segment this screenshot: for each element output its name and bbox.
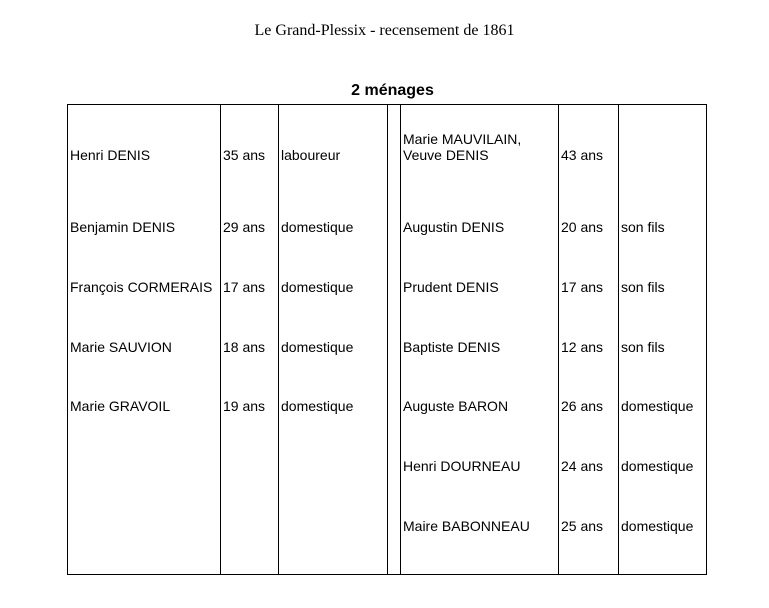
- household-1-age: 17 ans: [223, 279, 266, 295]
- household-1-age: 35 ans: [223, 147, 266, 163]
- household-2-role: son fils: [621, 279, 665, 295]
- household-2-age: 12 ans: [561, 339, 604, 355]
- household-1-age-column: [221, 105, 279, 574]
- household-2-name: Baptiste DENIS: [403, 339, 501, 355]
- household-1-role-column: [279, 105, 387, 574]
- household-2-role-column: [619, 105, 707, 574]
- household-1-age: 29 ans: [223, 219, 266, 235]
- household-1-name: François CORMERAIS: [70, 279, 213, 295]
- household-2-age: 26 ans: [561, 398, 604, 414]
- household-1-name: Benjamin DENIS: [70, 219, 176, 235]
- household-2-role: son fils: [621, 219, 665, 235]
- household-1-role: domestique: [281, 339, 354, 355]
- household-2-age: 20 ans: [561, 219, 604, 235]
- household-2-name: Marie MAUVILAIN, Veuve DENIS: [403, 131, 522, 163]
- household-2-name: Augustin DENIS: [403, 219, 505, 235]
- household-1-name: Marie SAUVION: [70, 339, 172, 355]
- household-count-heading: 2 ménages: [351, 82, 434, 99]
- household-2-role: domestique: [621, 398, 694, 414]
- household-2-role: domestique: [621, 518, 694, 534]
- census-table: [67, 104, 707, 575]
- household-2-age-column: [559, 105, 619, 574]
- household-1-age: 18 ans: [223, 339, 266, 355]
- household-1-role: domestique: [281, 398, 354, 414]
- household-2-name: Auguste BARON: [403, 398, 509, 414]
- household-2-name: Maire BABONNEAU: [403, 518, 530, 534]
- household-separator: [387, 105, 401, 574]
- household-2-role: domestique: [621, 458, 694, 474]
- household-2-role: son fils: [621, 339, 665, 355]
- household-1-name: Marie GRAVOIL: [70, 398, 171, 414]
- household-2-name: Prudent DENIS: [403, 279, 499, 295]
- household-1-role: domestique: [281, 219, 354, 235]
- household-2-age: 25 ans: [561, 518, 604, 534]
- household-2-name-column: [401, 105, 559, 574]
- household-1-role: domestique: [281, 279, 354, 295]
- household-1-role: laboureur: [281, 147, 341, 163]
- household-2-age: 17 ans: [561, 279, 604, 295]
- household-1-age: 19 ans: [223, 398, 266, 414]
- household-1-name-column: [68, 105, 221, 574]
- household-1-name: Henri DENIS: [70, 147, 151, 163]
- household-2-age: 24 ans: [561, 458, 604, 474]
- household-2-age: 43 ans: [561, 147, 604, 163]
- household-2-name: Henri DOURNEAU: [403, 458, 521, 474]
- page-title: Le Grand-Plessix - recensement de 1861: [254, 22, 515, 39]
